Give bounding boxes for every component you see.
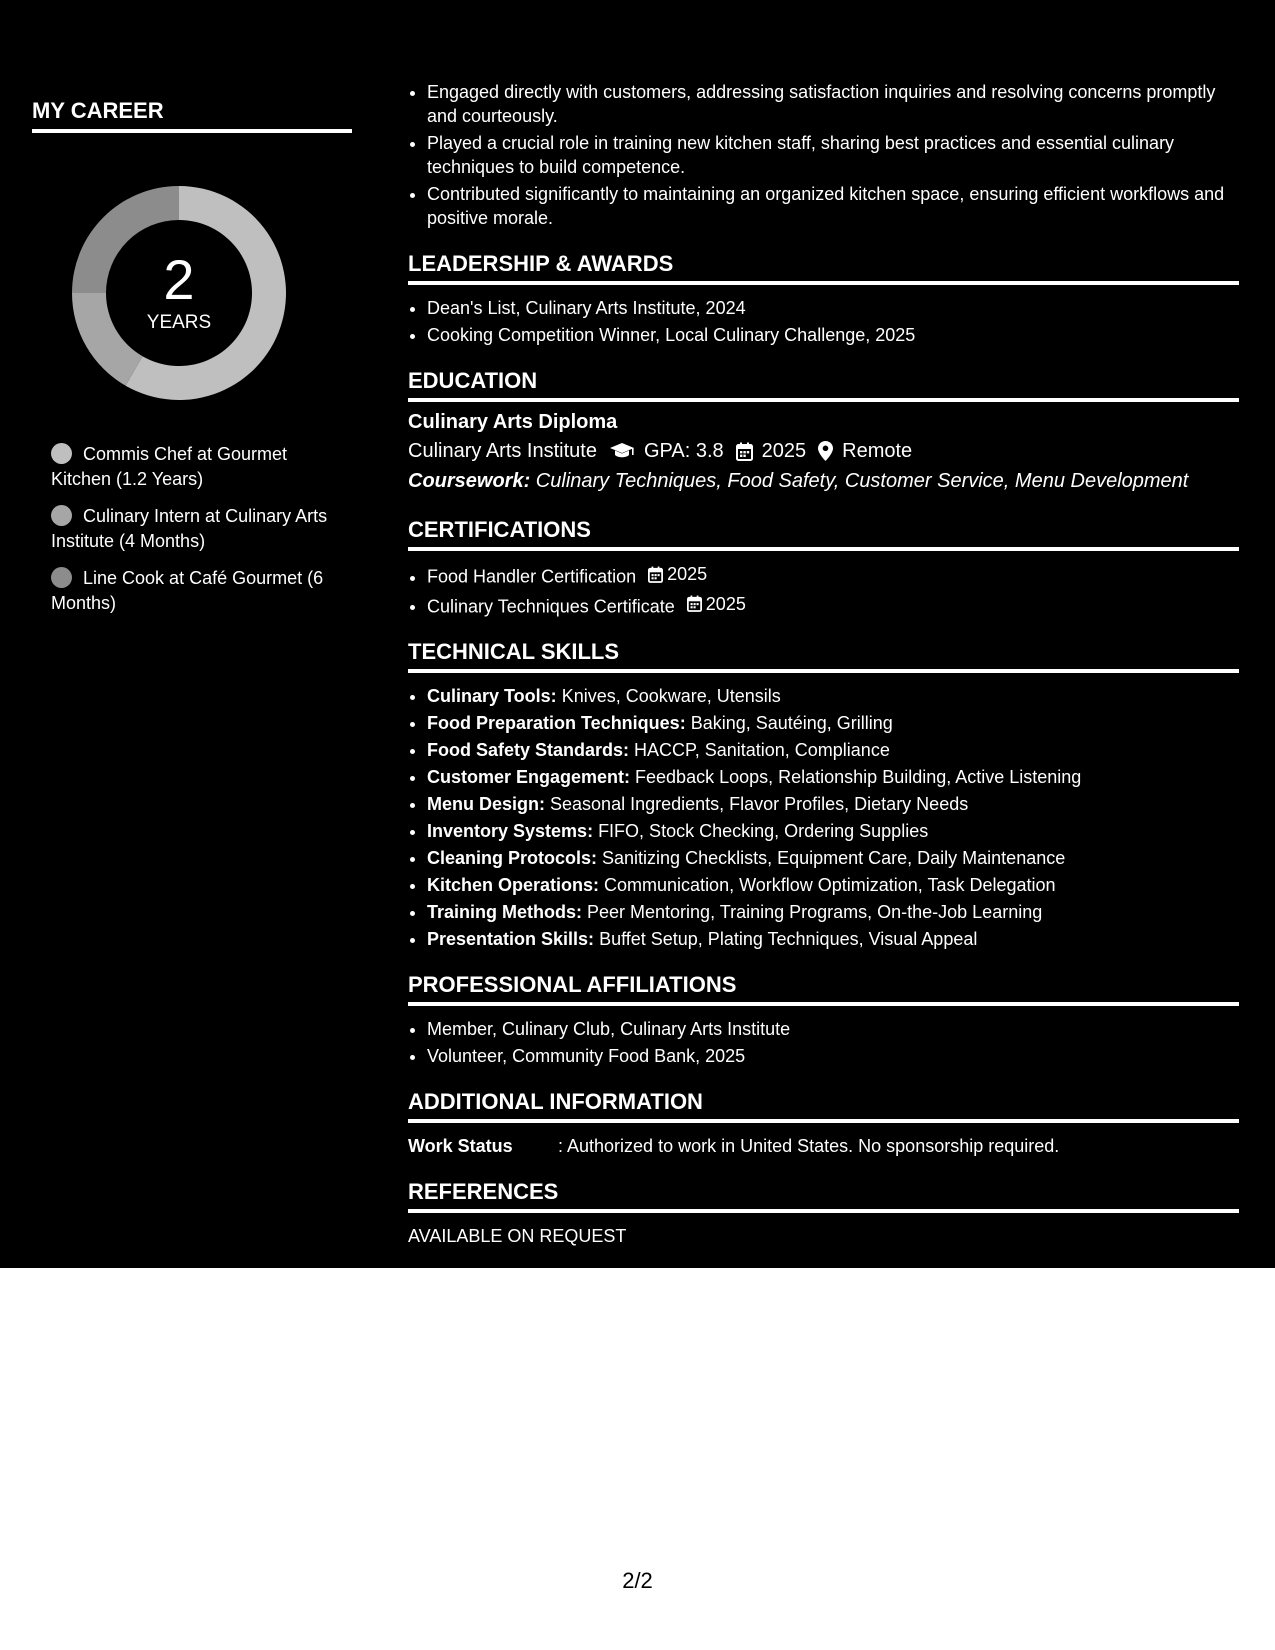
certification-item [427, 592, 1239, 619]
skill-item [427, 819, 1239, 843]
experience-bullet: • Played a crucial role in training new kitchen staff, sharing best practices and essential culinary techniques to build competence. [427, 131, 1239, 179]
affiliation-item: • Member, Culinary Club, Culinary Arts Institute [427, 1017, 1239, 1041]
skill-value: Seasonal Ingredients, Flavor Profiles, Dietary Needs [545, 794, 969, 814]
skill-value: Knives, Cookware, Utensils [556, 686, 781, 706]
skill-item [427, 873, 1239, 897]
skill-value: HACCP, Sanitation, Compliance [629, 740, 890, 760]
career-list [51, 442, 331, 616]
career-item [51, 504, 331, 554]
main-content [408, 80, 1239, 1248]
skill-item [427, 765, 1239, 789]
skill-label: Training Methods: [427, 902, 582, 922]
skill-label: Culinary Tools: [427, 686, 557, 706]
skills-title: TECHNICAL SKILLS [408, 638, 1239, 673]
work-status-value: : Authorized to work in United States. No sponsorship required. [558, 1136, 1060, 1156]
career-item-text: Commis Chef at Gourmet Kitchen (1.2 Years) [51, 444, 288, 489]
skill-item [427, 684, 1239, 708]
sidebar [32, 96, 352, 628]
skill-label: Menu Design: [427, 794, 546, 814]
graduation-cap-icon [609, 442, 635, 460]
skill-value: Peer Mentoring, Training Programs, On-the-Job Learning [582, 902, 1043, 922]
skill-item [427, 711, 1239, 735]
career-item [51, 442, 331, 492]
skill-value: Sanitizing Checklists, Equipment Care, Daily Maintenance [597, 848, 1066, 868]
affiliations-title: PROFESSIONAL AFFILIATIONS [408, 971, 1239, 1006]
certifications-section [408, 516, 1239, 618]
skills-section [408, 638, 1239, 951]
legend-dot [51, 443, 72, 464]
skill-value: Buffet Setup, Plating Techniques, Visual Appeal [594, 929, 978, 949]
references-section [408, 1178, 1239, 1248]
leadership-item: • Dean's List, Culinary Arts Institute, 2024 [427, 296, 1239, 320]
leadership-section [408, 250, 1239, 347]
leadership-list [408, 296, 1239, 347]
certification-name: Culinary Techniques Certificate [427, 596, 675, 616]
education-coursework [408, 466, 1239, 496]
certification-year: 2025 [667, 564, 708, 584]
coursework-text: Culinary Techniques, Food Safety, Customer Service, Menu Development [530, 470, 1189, 492]
career-item-text: Line Cook at Café Gourmet (6 Months) [51, 568, 324, 613]
education-location: Remote [842, 440, 913, 462]
coursework-label: Coursework: [408, 470, 531, 492]
map-pin-icon [818, 441, 833, 461]
skill-label: Customer Engagement: [427, 767, 631, 787]
career-item [51, 566, 331, 616]
education-details [408, 436, 1239, 466]
skill-value: FIFO, Stock Checking, Ordering Supplies [593, 821, 929, 841]
certifications-list [408, 562, 1239, 618]
donut-unit: YEARS [146, 312, 212, 333]
legend-dot [51, 567, 72, 588]
skill-label: Food Safety Standards: [427, 740, 630, 760]
work-status-row [408, 1134, 1239, 1158]
skill-value: Baking, Sautéing, Grilling [685, 713, 893, 733]
skill-label: Cleaning Protocols: [427, 848, 598, 868]
skill-label: Inventory Systems: [427, 821, 594, 841]
skill-value: Feedback Loops, Relationship Building, Active Listening [630, 767, 1082, 787]
education-title: EDUCATION [408, 367, 1239, 402]
certification-year: 2025 [705, 593, 746, 614]
skill-item [427, 900, 1239, 924]
experience-bullet: • Engaged directly with customers, addressing satisfaction inquiries and resolving concerns promptly and courteously. [427, 80, 1239, 128]
certification-item [427, 562, 1239, 589]
references-title: REFERENCES [408, 1178, 1239, 1213]
skill-label: Presentation Skills: [427, 929, 595, 949]
experience-bullets [408, 80, 1239, 230]
calendar-icon [648, 566, 663, 583]
career-item-text: Culinary Intern at Culinary Arts Institute (4 Months) [51, 506, 328, 551]
work-status-label: Work Status [408, 1136, 513, 1156]
donut-center [66, 180, 292, 406]
leadership-title: LEADERSHIP & AWARDS [408, 250, 1239, 285]
skill-value: Communication, Workflow Optimization, Task Delegation [599, 875, 1056, 895]
skill-item [427, 792, 1239, 816]
legend-dot [51, 505, 72, 526]
career-donut-chart [66, 180, 292, 406]
skill-label: Kitchen Operations: [427, 875, 600, 895]
sidebar-title: MY CAREER [32, 96, 352, 133]
leadership-item: • Cooking Competition Winner, Local Culinary Challenge, 2025 [427, 323, 1239, 347]
affiliation-item: • Volunteer, Community Food Bank, 2025 [427, 1044, 1239, 1068]
education-school: Culinary Arts Institute [408, 440, 597, 462]
education-section [408, 367, 1239, 496]
skills-list [408, 684, 1239, 951]
page-number: 2/2 [622, 1568, 653, 1593]
calendar-icon [687, 595, 702, 612]
skill-item [427, 738, 1239, 762]
affiliations-list [408, 1017, 1239, 1068]
education-gpa: GPA: 3.8 [643, 440, 724, 462]
certifications-title: CERTIFICATIONS [408, 516, 1239, 551]
donut-number: 2 [163, 248, 195, 311]
skill-item [427, 927, 1239, 951]
affiliations-section [408, 971, 1239, 1068]
certification-name: Food Handler Certification [427, 566, 637, 587]
calendar-icon [736, 442, 753, 461]
education-degree: Culinary Arts Diploma [408, 411, 618, 433]
skill-item [427, 846, 1239, 870]
additional-title: ADDITIONAL INFORMATION [408, 1088, 1239, 1123]
references-text: AVAILABLE ON REQUEST [408, 1226, 627, 1246]
experience-bullet: • Contributed significantly to maintaining an organized kitchen space, ensuring efficient workflows and positive morale. [427, 182, 1239, 230]
additional-section [408, 1088, 1239, 1158]
skill-label: Food Preparation Techniques: [427, 713, 686, 733]
education-year: 2025 [761, 440, 807, 462]
